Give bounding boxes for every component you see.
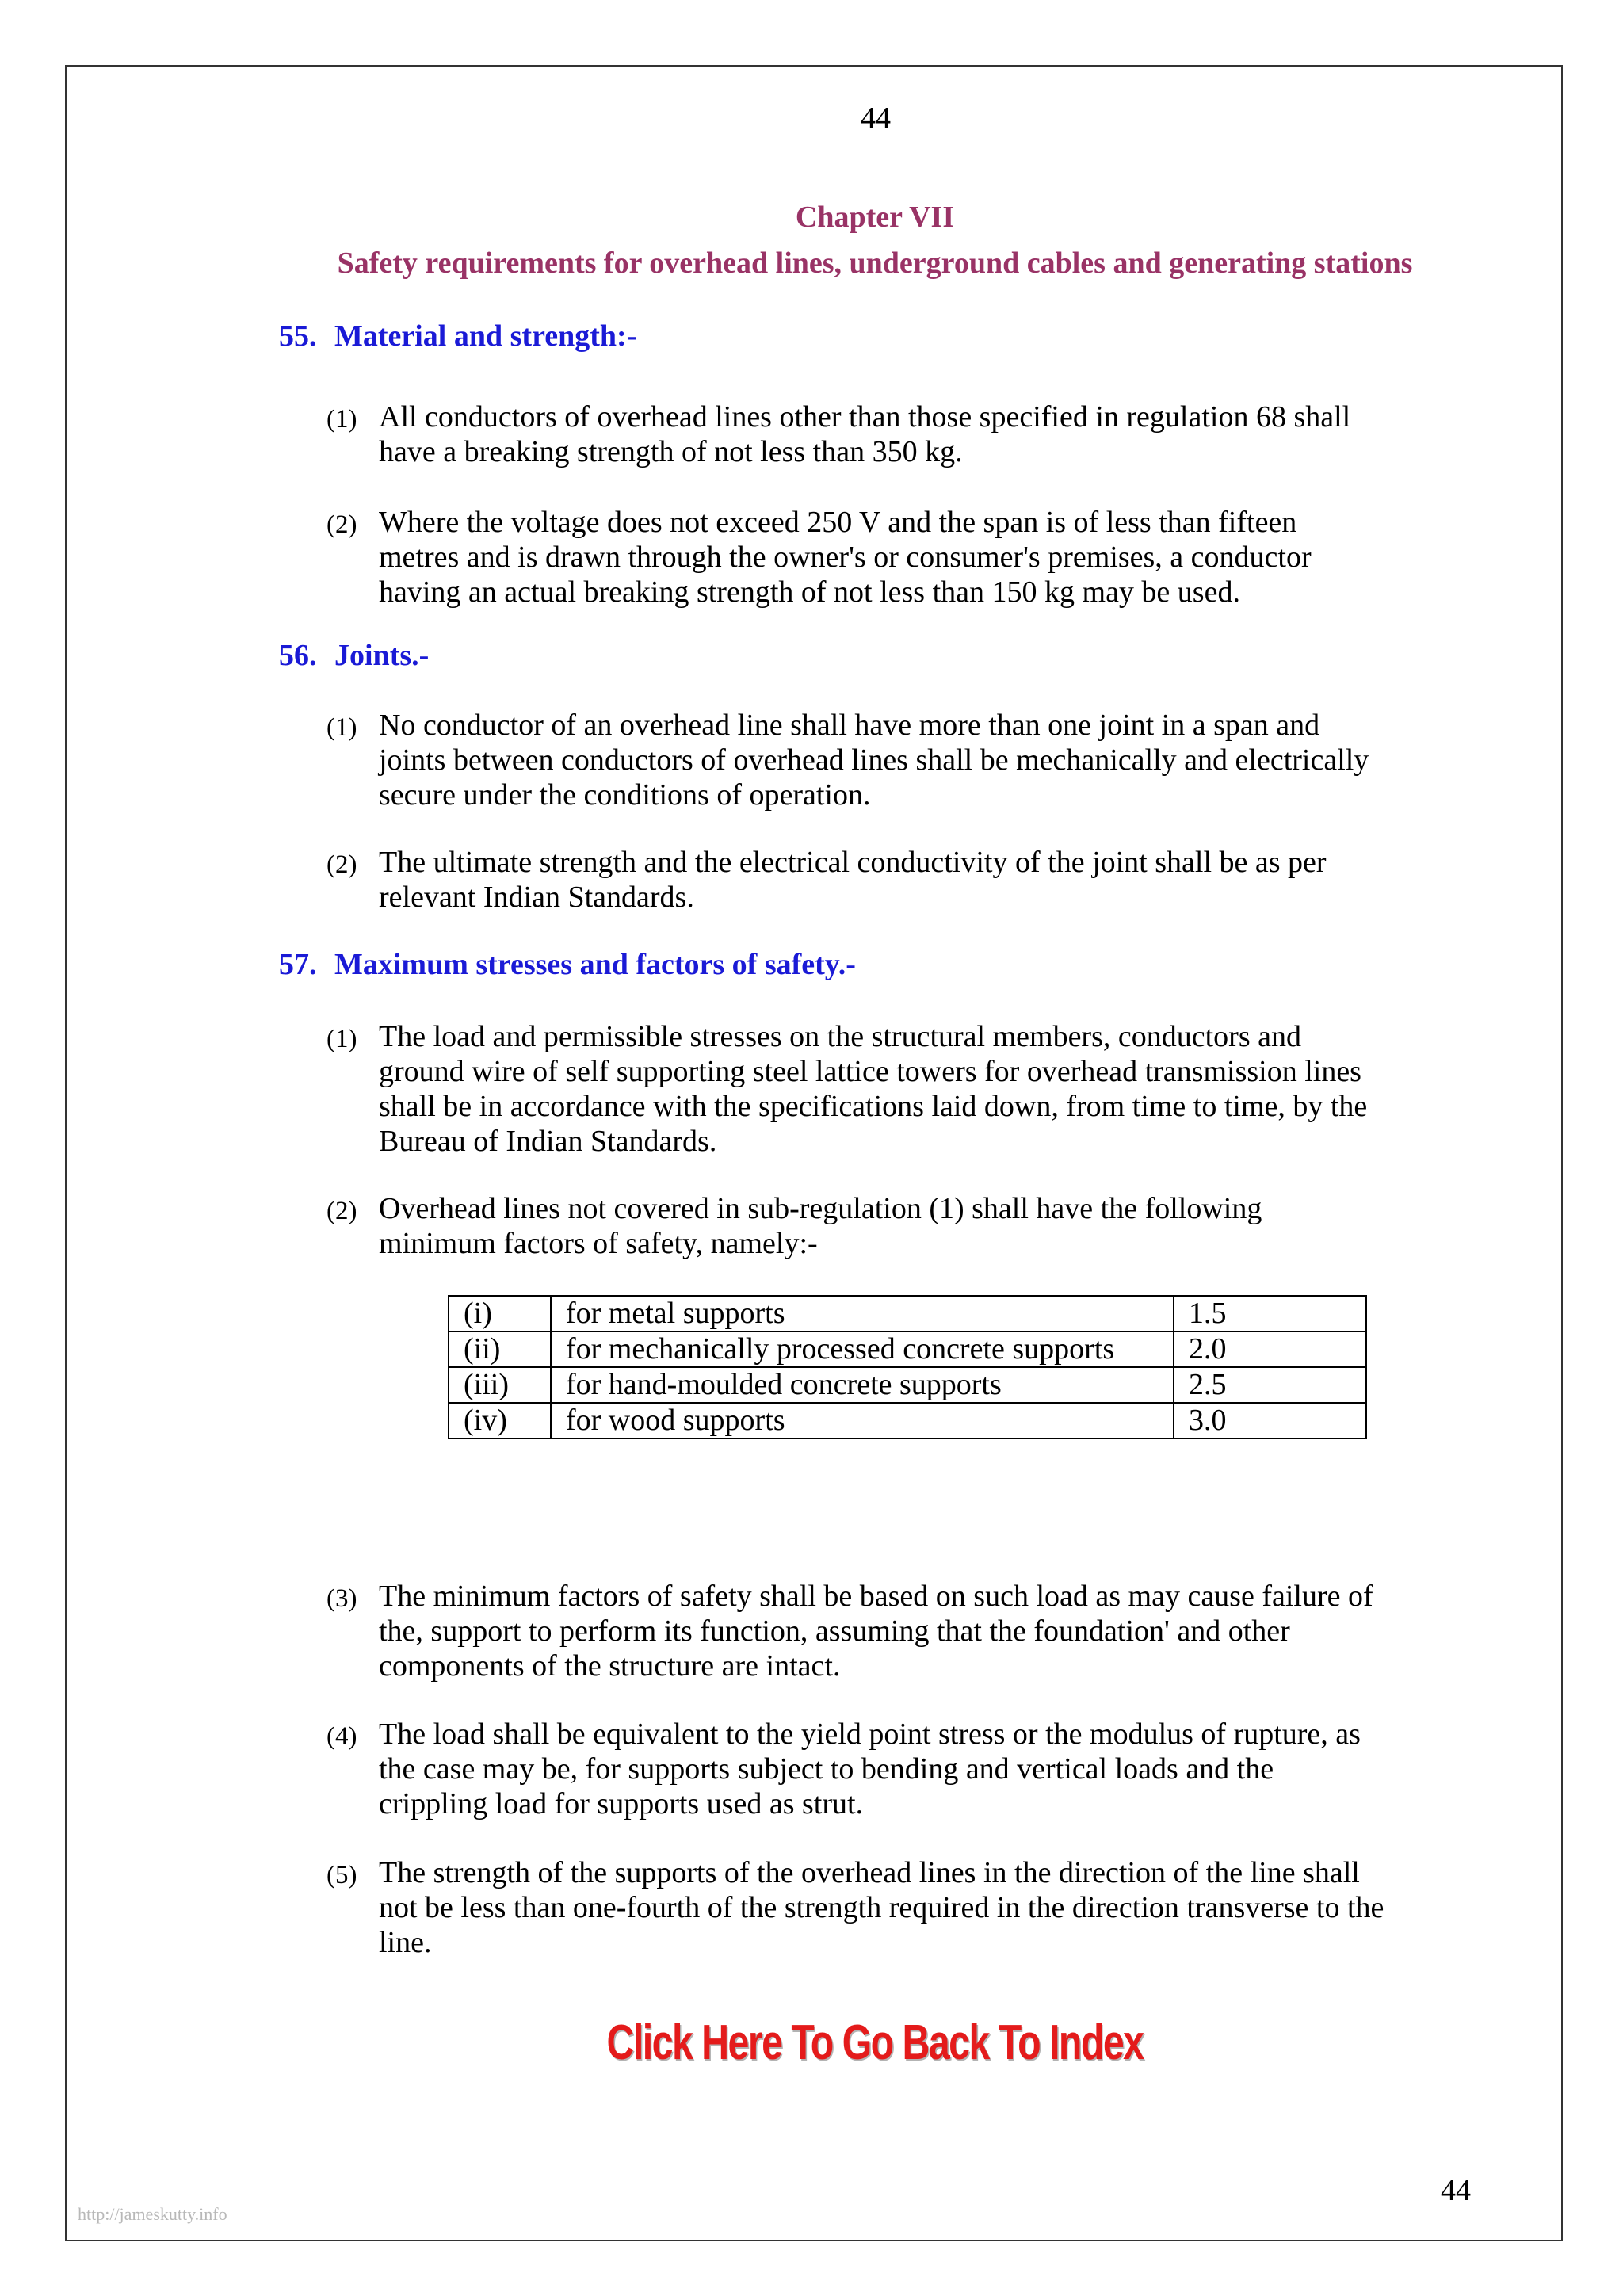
- table-cell-desc: for mechanically processed concrete supports: [551, 1331, 1174, 1367]
- item-marker: (3): [327, 1584, 357, 1613]
- item-line: the, support to perform its function, assuming that the foundation' and other: [379, 1614, 1290, 1648]
- table-cell-factor: 3.0: [1174, 1403, 1366, 1438]
- table-cell-factor: 1.5: [1174, 1296, 1366, 1331]
- item-55-1: [327, 399, 1523, 469]
- back-to-index-link[interactable]: Click Here To Go Back To Index: [606, 2015, 1144, 2070]
- item-line: the case may be, for supports subject to bending and vertical loads and the: [379, 1752, 1274, 1786]
- item-line: minimum factors of safety, namely:-: [379, 1227, 818, 1260]
- item-line: metres and is drawn through the owner's or consumer's premises, a conductor: [379, 541, 1312, 574]
- item-line: The strength of the supports of the overhead lines in the direction of the line shall: [379, 1856, 1360, 1889]
- watermark-url: http://jameskutty.info: [78, 2204, 227, 2224]
- item-line: line.: [379, 1926, 432, 1959]
- item-57-5: [327, 1855, 1523, 1960]
- section-title: Joints.-: [334, 639, 430, 672]
- item-marker: (4): [327, 1722, 357, 1751]
- chapter-title: Chapter VII: [795, 201, 955, 234]
- item-line: The minimum factors of safety shall be based on such load as may cause failure of: [379, 1580, 1373, 1613]
- item-line: shall be in accordance with the specifications laid down, from time to time, by the: [379, 1090, 1368, 1123]
- table-cell-desc: for hand-moulded concrete supports: [551, 1367, 1174, 1403]
- item-marker: (5): [327, 1861, 357, 1889]
- table-row: [449, 1367, 1366, 1403]
- item-line: Where the voltage does not exceed 250 V and the span is of less than fifteen: [379, 506, 1297, 539]
- item-line: joints between conductors of overhead lines shall be mechanically and electrically: [379, 743, 1369, 777]
- item-55-2: [327, 505, 1523, 609]
- item-marker: (1): [327, 1025, 357, 1053]
- section-title: Material and strength:-: [334, 319, 637, 353]
- item-line: having an actual breaking strength of not less than 150 kg may be used.: [379, 575, 1240, 609]
- item-57-2: [327, 1191, 1523, 1261]
- table-cell-num: (iii): [449, 1367, 551, 1403]
- item-line: relevant Indian Standards.: [379, 881, 694, 914]
- item-line: Overhead lines not covered in sub-regulation (1) shall have the following: [379, 1192, 1262, 1225]
- table-cell-desc: for wood supports: [551, 1403, 1174, 1438]
- table-cell-num: (iv): [449, 1403, 551, 1438]
- table-cell-factor: 2.5: [1174, 1367, 1366, 1403]
- safety-factors-table: [448, 1295, 1367, 1439]
- table-row: [449, 1296, 1366, 1331]
- item-57-4: [327, 1717, 1523, 1821]
- table-row: [449, 1331, 1366, 1367]
- item-line: crippling load for supports used as strut.: [379, 1787, 864, 1820]
- page-number-bottom: 44: [1441, 2174, 1471, 2207]
- table-cell-num: (i): [449, 1296, 551, 1331]
- item-57-1: [327, 1019, 1523, 1159]
- item-marker: (2): [327, 850, 357, 879]
- item-line: The load and permissible stresses on the structural members, conductors and: [379, 1020, 1301, 1053]
- table-row: [449, 1403, 1366, 1438]
- item-marker: (2): [327, 1197, 357, 1225]
- page-number-top: 44: [861, 101, 891, 135]
- table-cell-num: (ii): [449, 1331, 551, 1367]
- item-line: secure under the conditions of operation.: [379, 778, 871, 812]
- item-line: not be less than one-fourth of the strength required in the direction transverse to the: [379, 1891, 1384, 1924]
- section-title: Maximum stresses and factors of safety.-: [334, 948, 856, 981]
- item-56-2: [327, 845, 1523, 915]
- table-cell-factor: 2.0: [1174, 1331, 1366, 1367]
- item-marker: (1): [327, 713, 357, 742]
- chapter-subtitle: Safety requirements for overhead lines, underground cables and generating stations: [337, 246, 1413, 280]
- table-cell-desc: for metal supports: [551, 1296, 1174, 1331]
- item-line: components of the structure are intact.: [379, 1649, 841, 1683]
- section-heading-57: [279, 947, 856, 982]
- item-line: No conductor of an overhead line shall have more than one joint in a span and: [379, 709, 1320, 742]
- item-line: The ultimate strength and the electrical conductivity of the joint shall be as per: [379, 846, 1327, 879]
- item-line: All conductors of overhead lines other than those specified in regulation 68 shall: [379, 400, 1351, 434]
- section-number: 56.: [279, 639, 317, 672]
- section-heading-55: [279, 319, 636, 353]
- section-number: 57.: [279, 948, 317, 981]
- item-57-3: [327, 1579, 1523, 1683]
- item-line: The load shall be equivalent to the yield point stress or the modulus of rupture, as: [379, 1717, 1361, 1751]
- item-56-1: [327, 708, 1523, 812]
- section-heading-56: [279, 638, 429, 673]
- section-number: 55.: [279, 319, 317, 353]
- item-marker: (2): [327, 510, 357, 539]
- item-line: have a breaking strength of not less than 350 kg.: [379, 435, 963, 468]
- item-line: Bureau of Indian Standards.: [379, 1125, 717, 1158]
- item-marker: (1): [327, 405, 357, 434]
- item-line: ground wire of self supporting steel lattice towers for overhead transmission lines: [379, 1055, 1361, 1088]
